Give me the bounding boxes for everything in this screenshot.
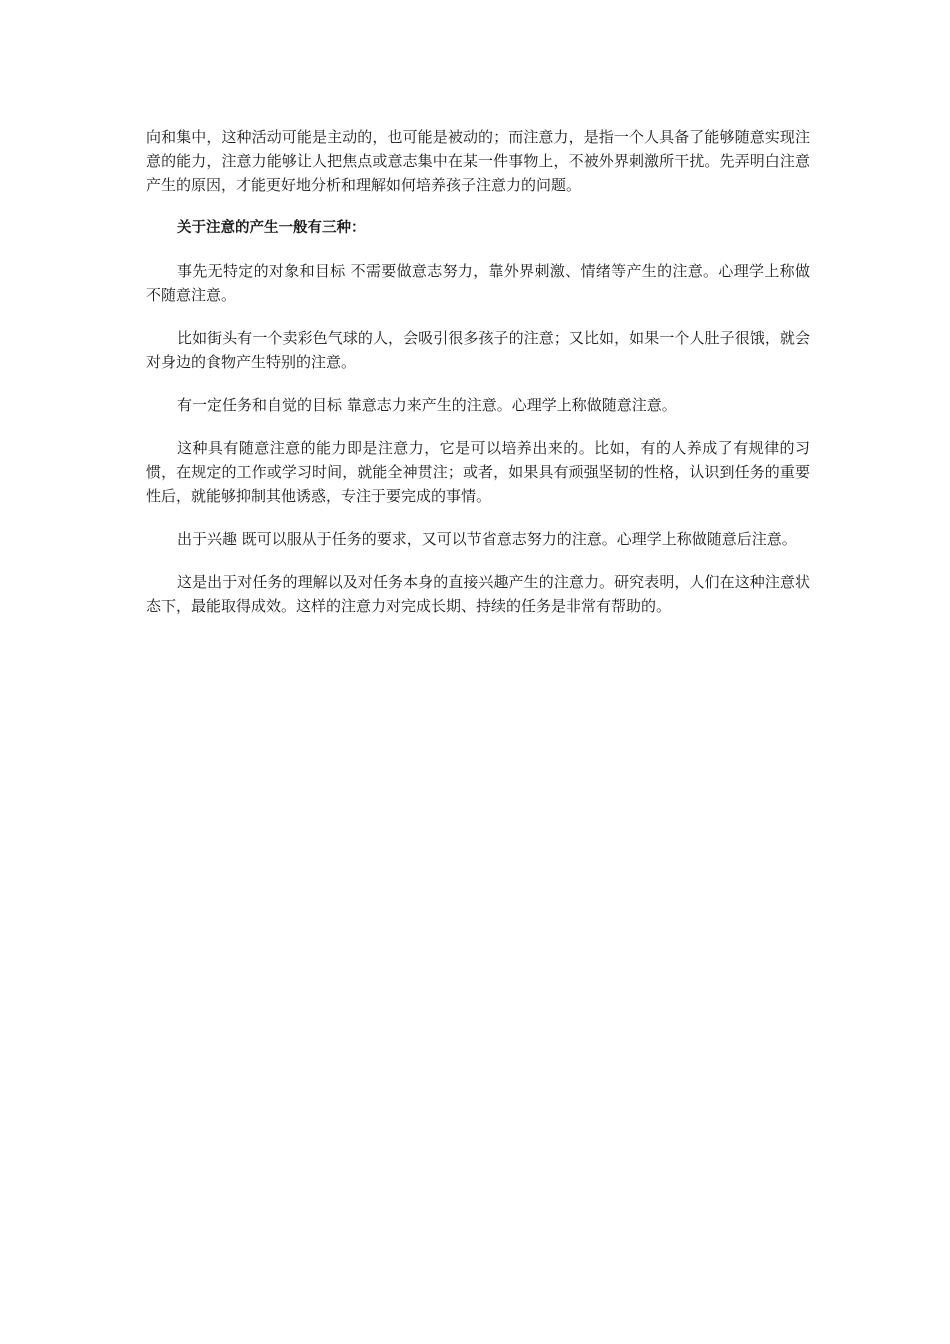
paragraph-post-voluntary-attention: 出于兴趣 既可以服从于任务的要求，又可以节省意志努力的注意。心理学上称做随意后注意。 [177, 530, 797, 548]
paragraph-involuntary-attention: 事先无特定的对象和目标 不需要做意志努力，靠外界刺激、情绪等产生的注意。心理学上称做不随意注意。 [146, 262, 810, 304]
paragraph-example-balloon: 比如街头有一个卖彩色气球的人，会吸引很多孩子的注意；又比如，如果一个人肚子很饿，就会对身边的食物产生特别的注意。 [146, 329, 810, 371]
document-body [146, 125, 810, 637]
paragraph-attention-training: 这种具有随意注意的能力即是注意力，它是可以培养出来的。比如，有的人养成了有规律的习惯，在规定的工作或学习时间，就能全神贯注；或者，如果具有顽强坚韧的性格，认识到任务的重要性后，就能够抑制其他诱惑，专注于要完成的事情。 [146, 439, 810, 505]
paragraph-continuation: 向和集中，这种活动可能是主动的，也可能是被动的；而注意力，是指一个人具备了能够随意实现注意的能力，注意力能够让人把焦点或意志集中在某一件事物上，不被外界刺激所干扰。先弄明白注意产生的原因，才能更好地分析和理解如何培养孩子注意力的问题。 [146, 128, 810, 194]
paragraph-voluntary-attention: 有一定任务和自觉的目标 靠意志力来产生的注意。心理学上称做随意注意。 [177, 396, 677, 414]
paragraph-interest-attention: 这是出于对任务的理解以及对任务本身的直接兴趣产生的注意力。研究表明，人们在这种注意状态下，最能取得成效。这样的注意力对完成长期、持续的任务是非常有帮助的。 [146, 573, 810, 615]
section-heading: 关于注意的产生一般有三种： [177, 220, 366, 236]
